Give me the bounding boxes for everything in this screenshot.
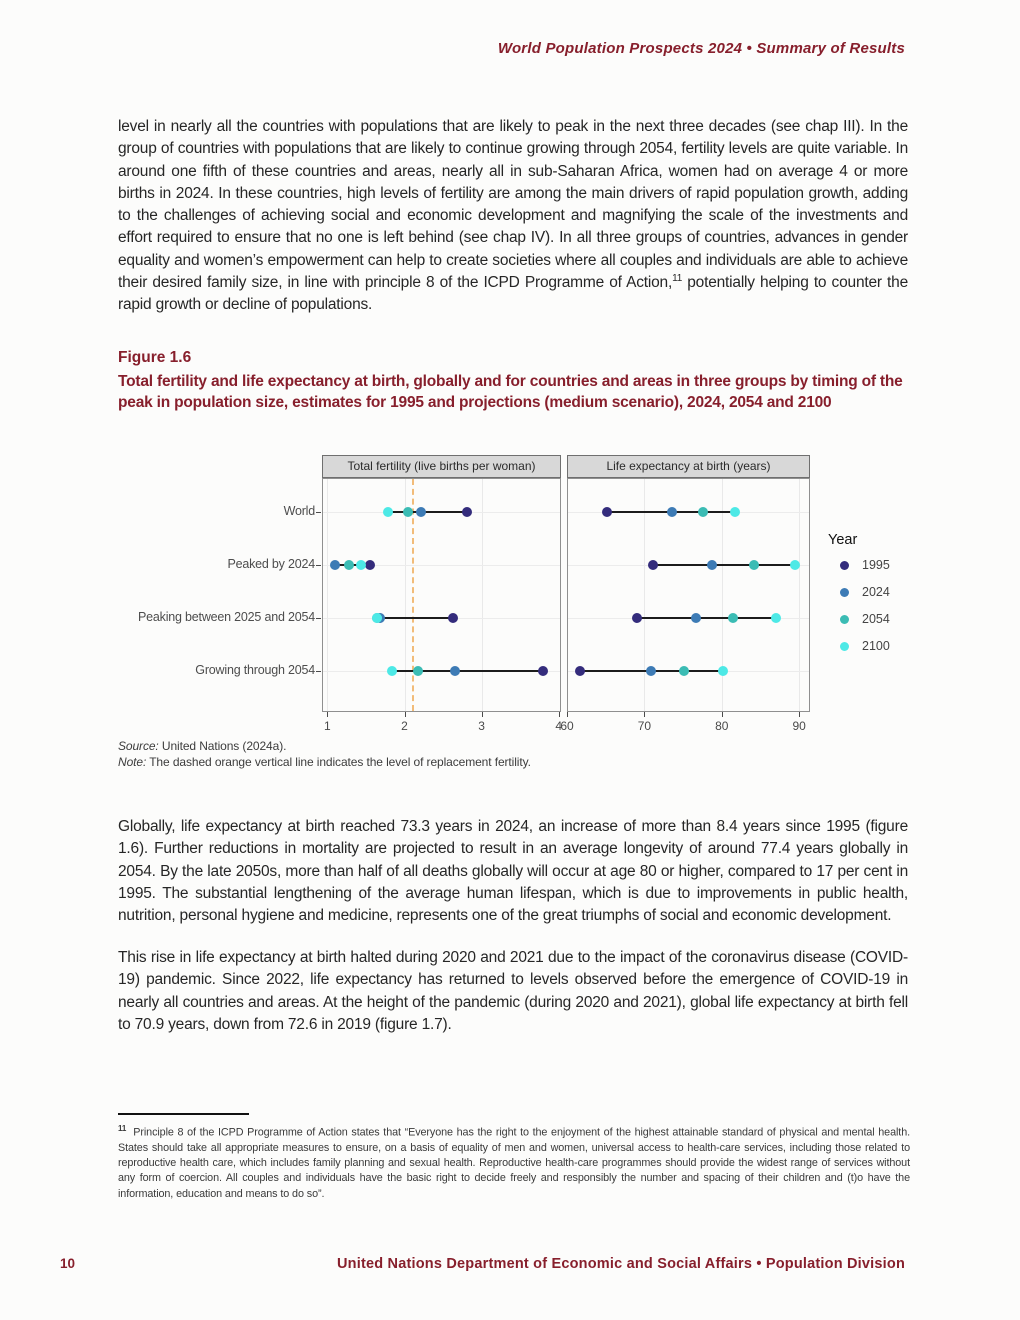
legend-dot: [840, 561, 849, 570]
note-label: Note:: [118, 755, 147, 769]
data-point-2024: [416, 507, 426, 517]
legend-item-label: 2024: [862, 585, 890, 599]
legend-dot: [840, 615, 849, 624]
data-point-1995: [648, 560, 658, 570]
row-label: Peaking between 2025 and 2054: [138, 610, 315, 624]
running-footer: United Nations Department of Economic and Social Affairs • Population Division: [337, 1256, 905, 1272]
paragraph-1-text: level in nearly all the countries with populations that are likely to peak in the next three decades (see chap III). In the group of countries with populations that are likely to continue growing through 2054, fertility levels are quite variable. In around one fifth of these countries and areas, nearly all in sub-Saharan Africa, women had on average 4 or more births in 2024. In these countries, high levels of fertility are among the main drivers of rapid population growth, adding to the challenges of achieving social and economic development and magnifying the scale of the investments and effort required to ensure that no one is left behind (see chap IV). In all three groups of countries, advances in gender equality and women’s empowerment can help to create societies where all couples and individuals are able to achieve their desired family size, in line with principle 8 of the ICPD Programme of Action,: [118, 118, 908, 292]
plot-panel-fertility: [322, 478, 561, 712]
range-connector: [637, 617, 776, 619]
data-point-2100: [771, 613, 781, 623]
axis-tick: [799, 712, 800, 717]
footnote-text: Principle 8 of the ICPD Programme of Action states that “Everyone has the right to the enjoyment of the highest attainable standard of physical and mental health. States should take all appropriate measures to ensure, on a basis of equality of men and women, universal access to health-care services, including those related to reproductive health care, which includes family planning and sexual health. Reproductive health-care programmes should provide the widest range of services without any form of coercion. All couples and individuals have the basic right to decide freely and responsibly the number and spacing of their children and (t)o have the information, education and means to do so”.: [118, 1126, 910, 1200]
data-point-1995: [602, 507, 612, 517]
page-number: 10: [60, 1256, 76, 1271]
figure-title: Total fertility and life expectancy at birth, globally and for countries and areas in three groups by timing of the peak in population size, estimates for 1995 and projections (medium scenario), 2024, 2054 and 2100: [118, 373, 903, 411]
axis-tick: [405, 712, 406, 717]
row-tick: [316, 512, 321, 513]
row-tick: [316, 671, 321, 672]
axis-tick: [327, 712, 328, 717]
footnote: [118, 1121, 910, 1202]
axis-tick-label: 1: [324, 719, 331, 733]
figure-label: Figure 1.6: [118, 349, 192, 366]
axis-tick-label: 70: [637, 719, 652, 733]
data-point-2024: [707, 560, 717, 570]
axis-tick-label: 80: [715, 719, 729, 733]
row-label: Peaked by 2024: [227, 557, 315, 571]
legend-item-label: 1995: [862, 558, 890, 572]
panel-header-life-expectancy: Life expectancy at birth (years): [567, 455, 810, 478]
running-header: World Population Prospects 2024 • Summary of Results: [497, 40, 905, 57]
axis-tick-label: 4: [555, 719, 563, 733]
footnote-marker: 11: [118, 1124, 127, 1133]
source-label: Source:: [118, 739, 159, 753]
row-tick: [316, 565, 321, 566]
legend-dot: [840, 588, 849, 597]
footnote-rule: [118, 1113, 249, 1115]
paragraph-3: This rise in life expectancy at birth halted during 2020 and 2021 due to the impact of the coronavirus disease (COVID-19) pandemic. Since 2022, life expectancy has returned to levels observed before the emergence of COVID-19 in nearly all countries and areas. At the height of the pandemic (during 2020 and 2021), global life expectancy at birth fell to 70.9 years, down from 72.6 in 2019 (figure 1.7).: [118, 949, 908, 1033]
paragraph-1-text-cont: potentially helping to counter the rapid growth or decline of populations.: [118, 274, 908, 314]
axis-tick-label: 90: [792, 719, 806, 733]
data-point-1995: [632, 613, 642, 623]
range-connector: [653, 564, 795, 566]
data-point-2100: [356, 560, 366, 570]
gridline-vertical: [722, 479, 723, 711]
gridline-vertical: [327, 479, 328, 711]
footnote-reference: 11: [672, 272, 683, 284]
gridline-vertical: [644, 479, 645, 711]
data-point-1995: [365, 560, 375, 570]
row-tick: [316, 618, 321, 619]
axis-tick: [722, 712, 723, 717]
axis-tick-label: 3: [478, 719, 485, 733]
paragraph-2: Globally, life expectancy at birth reached 73.3 years in 2024, an increase of more than 8.4 years since 1995 (figure 1.6). Further reductions in mortality are projected to result in an average longevity of around 77.4 years globally in 2054. By the late 2050s, more than half of all deaths globally will occur at age 80 or higher, compared to 17 per cent in 1995. The substantial lengthening of the average human lifespan, which is due to improvements in public health, nutrition, personal hygiene and medicine, represents one of the great triumphs of social and economic development.: [118, 818, 908, 925]
data-point-2024: [667, 507, 677, 517]
data-point-1995: [538, 666, 548, 676]
axis-tick: [567, 712, 568, 717]
legend-dot: [840, 642, 849, 651]
axis-tick: [482, 712, 483, 717]
data-point-2100: [730, 507, 740, 517]
data-point-2054: [679, 666, 689, 676]
data-point-2054: [403, 507, 413, 517]
data-point-2054: [344, 560, 354, 570]
note-text: The dashed orange vertical line indicates the level of replacement fertility.: [146, 755, 531, 769]
data-point-2100: [372, 613, 382, 623]
figure-1-6-chart: [0, 450, 1020, 742]
range-connector: [377, 617, 453, 619]
axis-tick: [644, 712, 645, 717]
axis-tick-label: 60: [560, 719, 574, 733]
row-label: World: [283, 504, 315, 518]
legend-title: Year: [828, 532, 858, 548]
gridline-vertical: [799, 479, 800, 711]
row-label: Growing through 2054: [195, 663, 315, 677]
source-text: United Nations (2024a).: [158, 739, 287, 753]
range-connector: [388, 511, 467, 513]
figure-source: [118, 739, 286, 753]
legend-item-label: 2054: [862, 612, 890, 626]
data-point-1995: [462, 507, 472, 517]
data-point-2024: [691, 613, 701, 623]
panel-header-fertility: Total fertility (live births per woman): [322, 455, 561, 478]
legend-item-label: 2100: [862, 639, 890, 653]
gridline-vertical: [482, 479, 483, 711]
figure-note: [118, 755, 531, 769]
axis-tick-label: 2: [401, 719, 408, 733]
axis-tick: [559, 712, 560, 717]
data-point-2054: [749, 560, 759, 570]
paragraph-1: [118, 116, 908, 317]
